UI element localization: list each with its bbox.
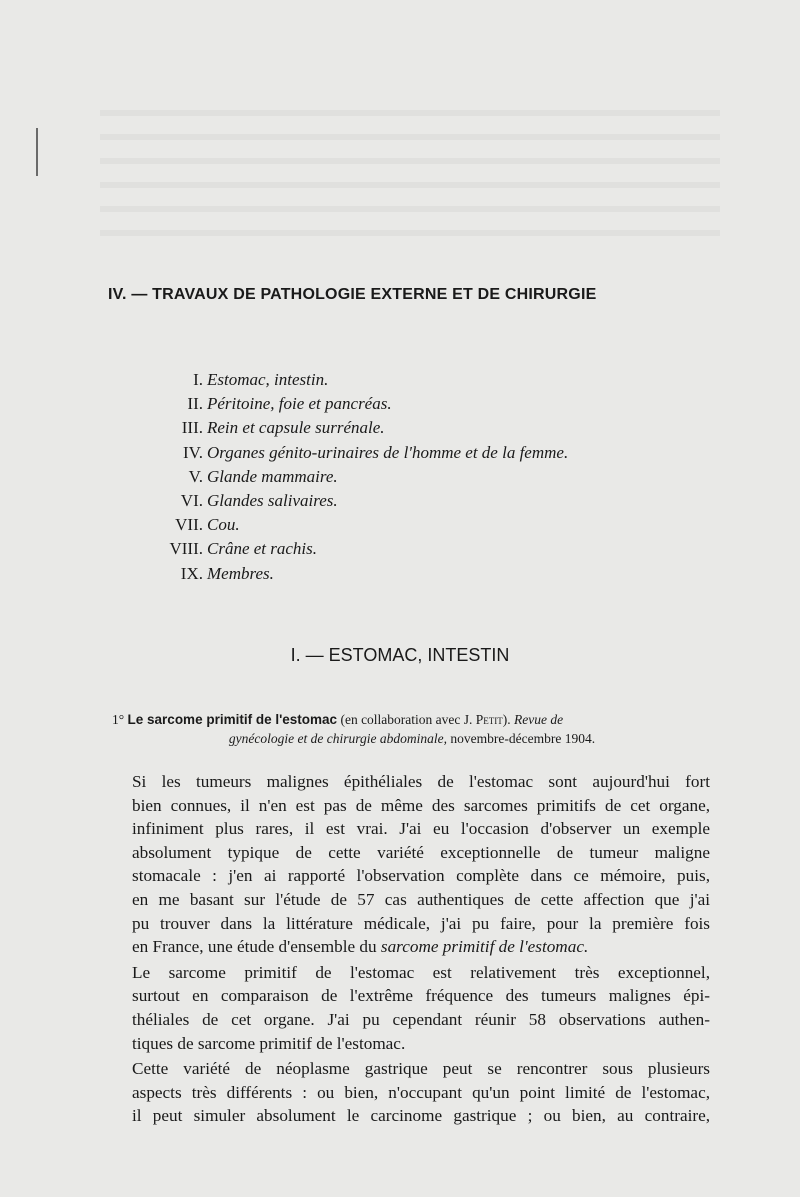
reference-journal-line2: gynécologie et de chirurgie abdominale, [228, 731, 447, 746]
paragraph-last-line [114, 935, 710, 959]
paragraph-3 [114, 1057, 710, 1128]
toc-number: I. [193, 370, 203, 389]
toc-number: VIII. [169, 539, 203, 559]
paragraph-line: en me basant sur l'étude de 57 cas authentiques de cette affection que j'ai [132, 889, 710, 909]
toc-number: II. [187, 394, 203, 414]
paragraph-line: bien connues, il n'en est pas de même des sarcomes primitifs de cet organe, [132, 795, 710, 815]
toc-item [150, 491, 670, 515]
toc-number: VI. [180, 490, 203, 510]
toc-title: Membres. [207, 563, 274, 583]
paragraph-line: surtout en comparaison de l'extrême fréquence des tumeurs malignes épi- [132, 986, 710, 1006]
paragraph-line: stomacale : j'en ai rapporté l'observation complète dans ce mémoire, puis, [132, 866, 710, 886]
toc-title: Crâne et rachis. [207, 539, 318, 559]
toc-item [150, 539, 670, 563]
toc-title: Cou. [207, 515, 240, 535]
reference-collab-prefix: (en collaboration avec J. [340, 712, 473, 727]
paragraph-2 [114, 961, 710, 1055]
show-through-text [100, 92, 720, 242]
toc-number: III. [181, 418, 203, 438]
margin-mark [36, 128, 38, 176]
toc-title: Glande mammaire. [207, 466, 338, 486]
toc-title: Péritoine, foie et pancréas. [207, 394, 392, 414]
body-text [114, 770, 710, 1130]
reference-date: novembre-décembre 1904. [450, 731, 596, 746]
reference-collab-suffix: ). [502, 712, 511, 727]
toc-item [150, 418, 670, 442]
paragraph-line: théliales de cet organe. J'ai pu cependant réunir 58 observations authen- [132, 1009, 710, 1029]
section-title: IV. — TRAVAUX DE PATHOLOGIE EXTERNE ET DE CHIRURGIE [108, 286, 597, 303]
toc-title: Rein et capsule surrénale. [207, 418, 385, 438]
toc-title: Glandes salivaires. [207, 490, 338, 510]
paragraph-line: Si les tumeurs malignes épithéliales de l'estomac sont aujourd'hui fort [132, 772, 710, 791]
paragraph-line: Le sarcome primitif de l'estomac est relativement très exceptionnel, [132, 962, 710, 982]
paragraph-line: aspects très différents : ou bien, n'occupant qu'un point limité de l'estomac, [132, 1082, 710, 1102]
reference-title: Le sarcome primitif de l'estomac [127, 712, 338, 727]
paragraph-last-line: tiques de sarcome primitif de l'estomac. [132, 1033, 406, 1053]
paragraph-line: Cette variété de néoplasme gastrique peut se rencontrer sous plusieurs [132, 1059, 710, 1079]
paragraph-line: il peut simuler absolument le carcinome gastrique ; ou bien, au contraire, [132, 1106, 710, 1126]
reference-number: 1° [112, 712, 125, 727]
paragraph-line: infiniment plus rares, il est vrai. J'ai eu l'occasion d'observer un exemple [132, 819, 710, 839]
toc-number: IV. [183, 442, 203, 462]
toc-item [150, 564, 670, 588]
table-of-contents [150, 370, 670, 588]
toc-number: V. [188, 466, 203, 486]
last-line-prefix: en France, une étude d'ensemble du [132, 937, 377, 957]
paragraph-line: pu trouver dans la littérature médicale, j'ai pu faire, pour la première fois [132, 913, 710, 933]
reference-collab-name: Petit [475, 712, 503, 727]
last-line-italic: sarcome primitif de l'estomac. [380, 937, 589, 957]
toc-item [150, 370, 670, 394]
toc-item [150, 443, 670, 467]
paragraph-line: absolument typique de cette variété exceptionnelle de tumeur maligne [132, 842, 710, 862]
toc-item [150, 515, 670, 539]
subsection-title: I. — ESTOMAC, INTESTIN [290, 645, 510, 665]
paragraph-1 [114, 770, 710, 959]
toc-title: Estomac, intestin. [207, 370, 329, 389]
reference-entry [112, 710, 712, 748]
toc-item [150, 394, 670, 418]
toc-title: Organes génito-urinaires de l'homme et de la femme. [207, 442, 569, 462]
toc-number: VII. [175, 515, 203, 535]
toc-item [150, 467, 670, 491]
reference-journal-line1: Revue de [514, 712, 564, 727]
toc-number: IX. [180, 563, 203, 583]
